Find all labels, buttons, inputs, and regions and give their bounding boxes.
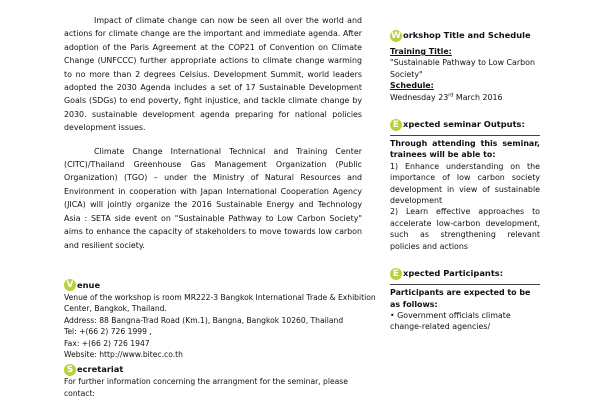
participants-item-1: • Government officials climate change-related agencies/ [390,310,511,332]
participants-heading: E xpected Participants: [390,266,540,280]
outputs-intro: Through attending this seminar, trainees will be able to: [390,139,540,160]
intro-paragraph-1: Impact of climate change can now be seen all over the world and actions for climate change are the important and immediate agenda. After adoption of the Paris Agreement at the COP21 of Convention on Climate Change (UNFCCC) further appropriate actions to climate change warming to no more than 2 degrees Celsius. Development Summit, world leaders adopted the 2030 Agenda includes a set of 17 Sustainable Development Goals (SDGs) to end poverty, fight injustice, and tackle climate change by 2030. sustainable development agenda preparing for national policies development issues. [64,16,362,133]
outputs-badge-icon: E [390,119,402,131]
venue-website: Website: http://www.bitec.co.th [64,349,183,359]
outputs-item-1: 1) Enhance understanding on the importance of low carbon society development in view of sustainable development [390,161,540,206]
outputs-heading: E xpected seminar Outputs: [390,117,540,131]
intro-paragraph-2: Climate Change International Technical and Training Center (CITC)/Thailand Greenhouse Gas Management Organization (Public Organization) (TGO) – under the Ministry of Natural Resources and Environment in cooperation with Japan International Cooperation Agency (JICA) will jointly organize the 2016 Sustainable Energy and Technology Asia : SETA side event on "Sustainable Pathway to Low Carbon Society" aims to enhance the capacity of stakeholders to move towards low carbon and resilient society. [64,146,362,250]
secretariat-line-1: For further information concerning the arrangment for the seminar, please [64,377,348,387]
secretariat-line-2: contact: [64,388,95,398]
participants-intro: Participants are expected to be as follows: [390,288,531,309]
secretariat-heading: S ecretariat [64,362,362,376]
participants-divider [390,284,540,285]
training-title-label: Training Title: [390,47,452,56]
venue-address: Address: 88 Bangna-Trad Road (Km.1), Bangna, Bangkok 10260, Thailand [64,315,344,325]
outputs-divider [390,135,540,136]
outputs-section [390,117,540,252]
venue-section [64,278,376,360]
secretariat-section [64,362,362,399]
workshop-heading: W orkshop Title and Schedule [391,30,531,41]
venue-fax: Fax: +(66 2) 726 1947 [64,338,150,348]
participants-section [390,266,540,333]
venue-heading: V enue [64,278,362,292]
schedule-value: Wednesday 23rd March 2016 [390,92,503,102]
left-column [64,14,376,399]
venue-line-1: Venue of the workshop is room MR222-3 Bangkok International Trade & Exhibition [64,292,376,302]
workshop-section [390,28,540,103]
outputs-item-2: 2) Learn effective approaches to accelerate low-carbon development, such as strengthening relevant policies and actions [390,207,540,251]
secretariat-badge-icon: S [64,364,76,376]
workshop-badge-icon: W [391,30,401,41]
right-column [390,28,540,333]
venue-line-2: Center, Bangkok, Thailand. [64,304,167,314]
training-title-value: "Sustainable Pathway to Low Carbon Society" [390,58,535,79]
venue-badge-icon: V [64,279,76,291]
venue-tel: Tel: +(66 2) 726 1999 , [64,327,152,337]
participants-badge-icon: E [390,268,402,280]
schedule-label: Schedule: [390,81,434,91]
